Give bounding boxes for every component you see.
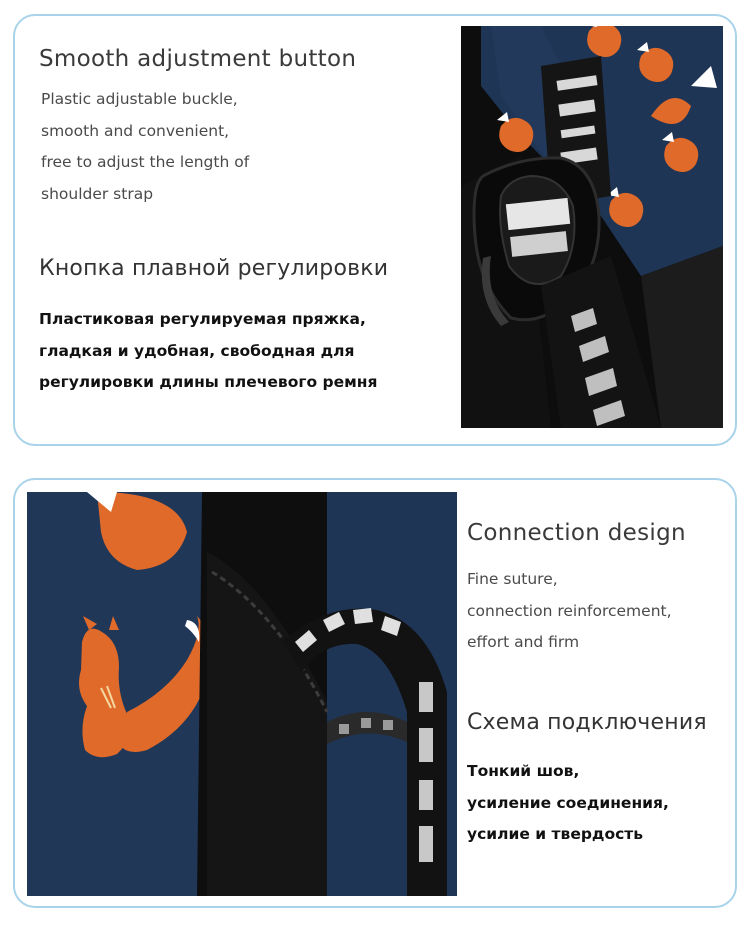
description-line: Plastic adjustable buckle, [41,90,238,108]
description-line: connection reinforcement, [467,601,672,620]
description-line: shoulder strap [41,184,154,203]
title-en: Smooth adjustment button [39,46,357,72]
description-line: smooth and convenient, [41,121,230,140]
description-line: регулировки длины плечевого ремня [39,373,378,391]
description-en [467,564,672,659]
description-line: free to adjust the length of [41,153,250,171]
description-ru [467,756,669,851]
feature-panel-adjustment [13,14,737,446]
description-en [41,84,249,210]
description-line: Fine suture, [467,570,558,588]
title-en: Connection design [467,520,686,546]
description-line: гладкая и удобная, свободная для [39,341,355,360]
description-line: effort and firm [467,633,580,651]
title-ru: Схема подключения [467,710,707,735]
description-line: Пластиковая регулируемая пряжка, [39,310,366,328]
description-ru [39,304,377,399]
buckle-photo [461,26,723,428]
description-line: Тонкий шов, [467,762,580,780]
description-line: усилие и твердость [467,825,644,843]
feature-panel-connection [13,478,737,908]
title-ru: Кнопка плавной регулировки [39,256,389,281]
seam-photo [27,492,457,896]
description-line: усиление соединения, [467,793,669,812]
